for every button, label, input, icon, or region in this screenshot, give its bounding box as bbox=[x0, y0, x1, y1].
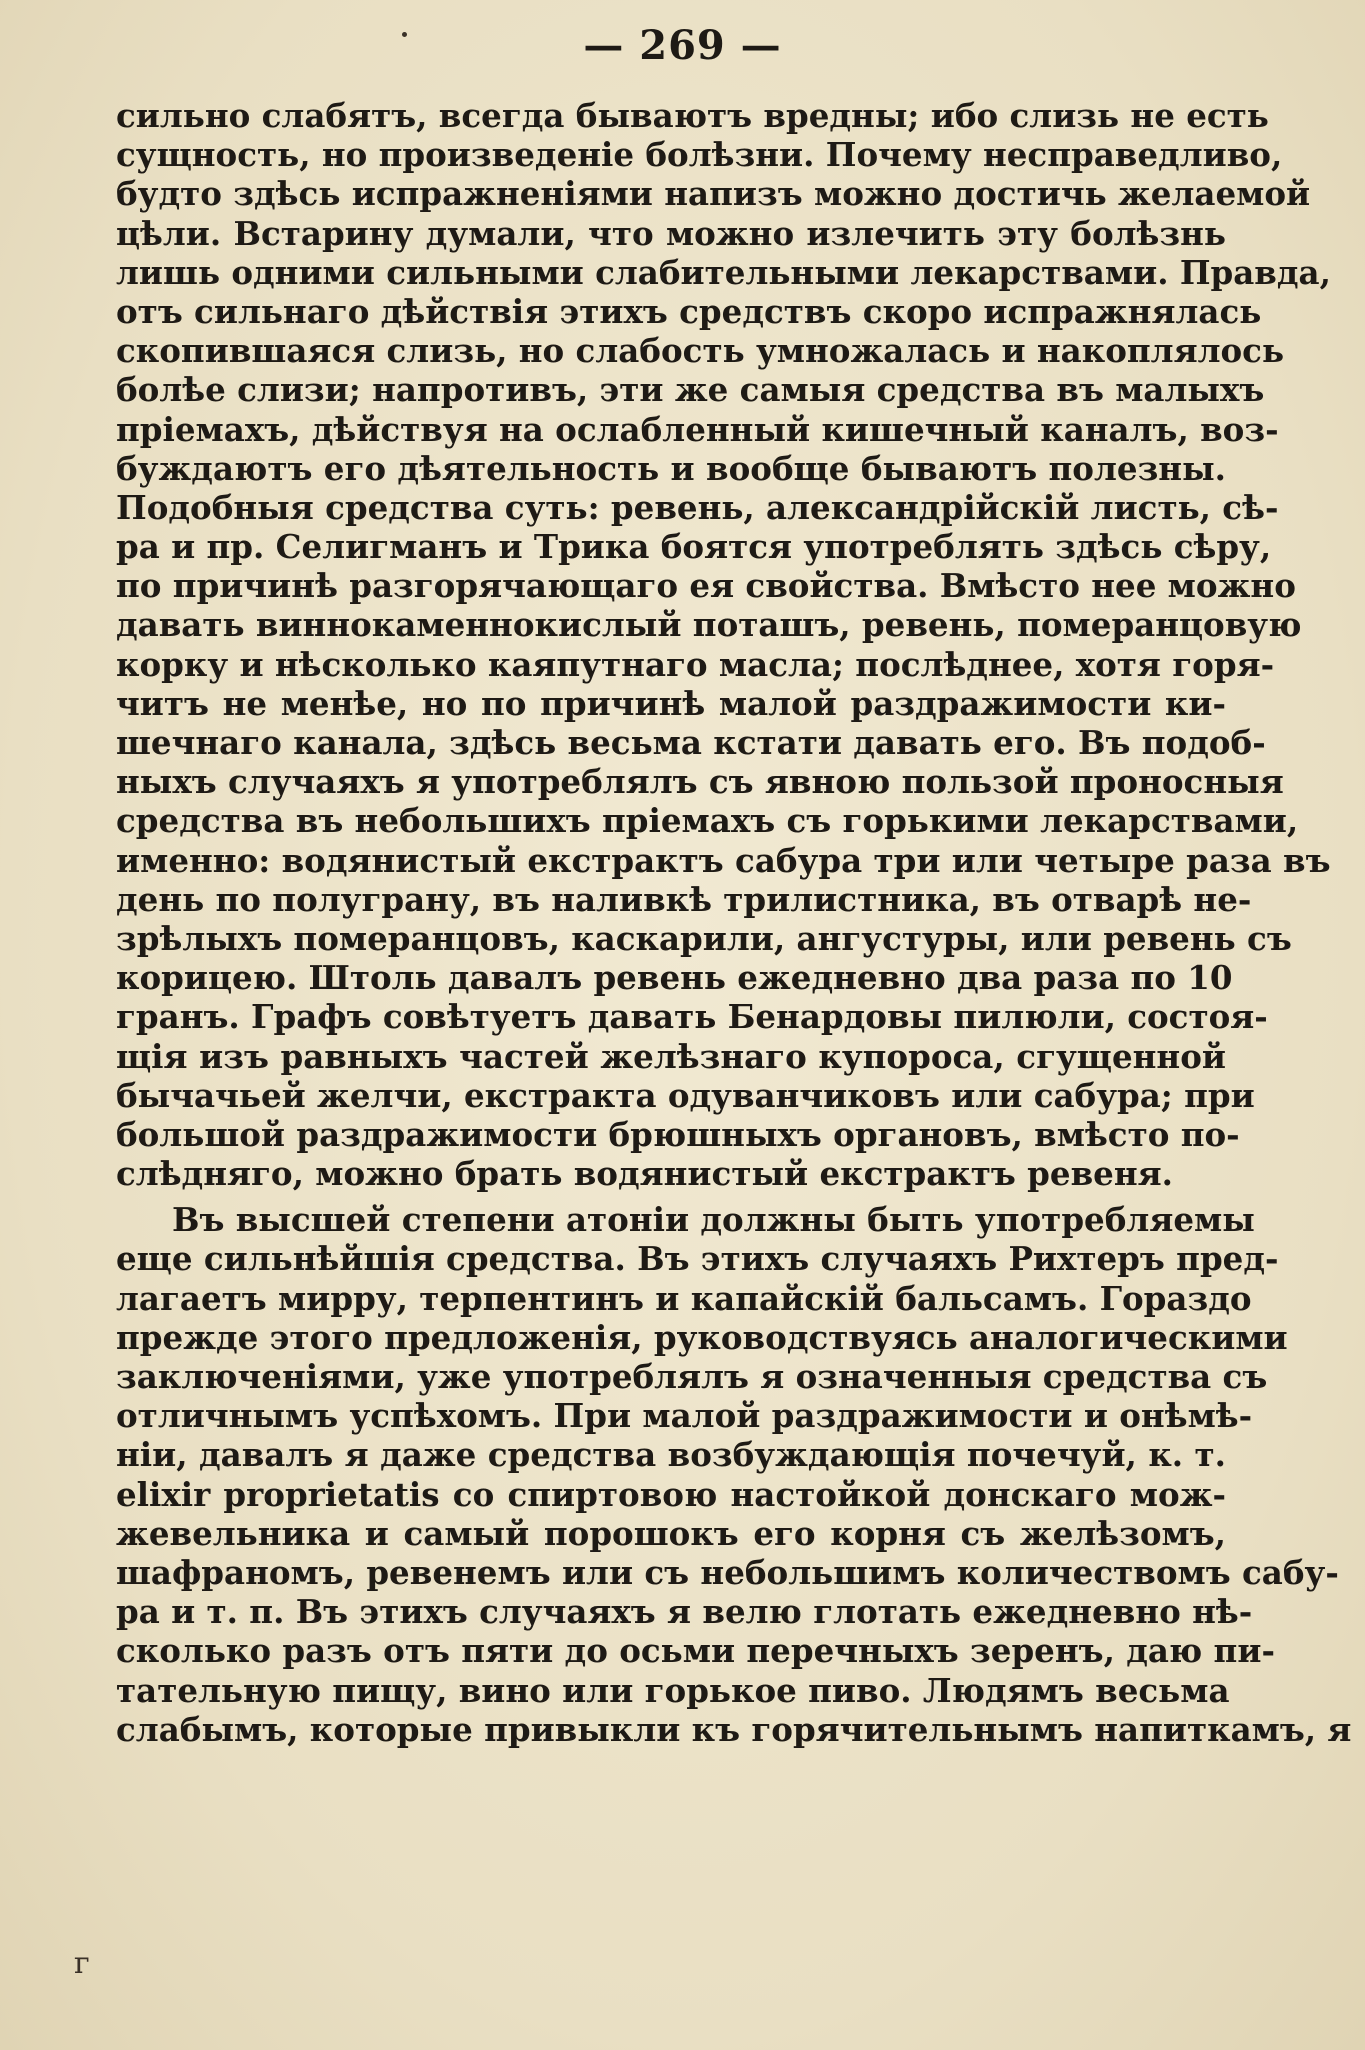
text-line: прежде этого предложенiя, руководствуясь аналогическими bbox=[116, 1317, 1288, 1357]
text-line: читъ не менѣе, но по причинѣ малой раздражимости ки- bbox=[116, 683, 1226, 723]
text-line: лагаетъ мирру, терпентинъ и капайскiй бальсамъ. Гораздо bbox=[116, 1278, 1252, 1318]
text-line: сколько разъ отъ пяти до осьми перечныхъ зеренъ, даю пи- bbox=[116, 1631, 1275, 1671]
paragraph-1 bbox=[116, 96, 1331, 1194]
paragraph-2 bbox=[116, 1200, 1352, 1749]
text-line: по причинѣ разгорячающаго ея свойства. Вмѣсто нее можно bbox=[116, 566, 1296, 606]
text-line: elixir proprietatis со спиртовою настойкой донскаго мож- bbox=[116, 1474, 1226, 1514]
text-body bbox=[116, 96, 1352, 1749]
text-line: заключенiями, уже употреблялъ я означенныя средства съ bbox=[116, 1357, 1268, 1396]
text-line: отличнымъ успѣхомъ. При малой раздражимости и онѣмѣ- bbox=[116, 1396, 1253, 1436]
text-line: слабымъ, которые привыкли къ горячительнымъ напиткамъ, я bbox=[116, 1709, 1352, 1749]
margin-mark: г bbox=[74, 1946, 90, 1981]
text-line: шафраномъ, ревенемъ или съ небольшимъ количествомъ сабу- bbox=[116, 1552, 1339, 1592]
text-line: тательную пищу, вино или горькое пиво. Людямъ весьма bbox=[116, 1670, 1230, 1710]
text-line: цѣли. Встарину думали, что можно излечить эту болѣзнь bbox=[116, 213, 1226, 253]
text-line: сущность, но произведенiе болѣзни. Почему несправедливо, bbox=[116, 135, 1283, 175]
text-line: зрѣлыхъ померанцовъ, каскарили, ангустуры, или ревень съ bbox=[116, 918, 1292, 958]
text-line: сильно слабятъ, всегда бываютъ вредны; ибо слизь не есть bbox=[116, 96, 1269, 135]
text-line: нiи, давалъ я даже средства возбуждающiя почечуй, к. т. bbox=[116, 1435, 1226, 1475]
text-line: ныхъ случаяхъ я употреблялъ съ явною пользой проносныя bbox=[116, 762, 1284, 802]
text-line: буждаютъ его дѣятельность и вообще бываютъ полезны. bbox=[116, 448, 1226, 488]
text-line: большой раздражимости брюшныхъ органовъ, вмѣсто по- bbox=[116, 1114, 1240, 1154]
text-line: отъ сильнаго дѣйствiя этихъ средствъ скоро испражнялась bbox=[116, 291, 1262, 331]
text-line: еще сильнѣйшiя средства. Въ этихъ случаяхъ Рихтеръ пред- bbox=[116, 1239, 1279, 1279]
text-line: будто здѣсь испражненiями напизъ можно достичь желаемой bbox=[116, 174, 1311, 214]
text-line: давать виннокаменнокислый поташъ, ревень, померанцовую bbox=[116, 605, 1302, 645]
text-line: болѣе слизи; напротивъ, эти же самыя средства въ малыхъ bbox=[116, 370, 1265, 410]
text-line: средства въ небольшихъ прiемахъ съ горькими лекарствами, bbox=[116, 801, 1299, 841]
page-number: — 269 — bbox=[583, 22, 782, 69]
text-line: жевельника и самый порошокъ его корня съ желѣзомъ, bbox=[116, 1513, 1226, 1553]
text-line: ра и пр. Селигманъ и Трика боятся употреблять здѣсь сѣру, bbox=[116, 527, 1272, 567]
text-line: корку и нѣсколько каяпутнаго масла; послѣднее, хотя горя- bbox=[116, 644, 1275, 684]
text-line: слѣдняго, можно брать водянистый екстрактъ ревеня. bbox=[116, 1154, 1173, 1194]
text-line: именно: водянистый екстрактъ сабура три или четыре раза въ bbox=[116, 840, 1331, 880]
text-line: Подобныя средства суть: ревень, александрiйскiй листь, сѣ- bbox=[116, 487, 1279, 527]
text-line: лишь одними сильными слабительными лекарствами. Правда, bbox=[116, 252, 1331, 292]
text-line: скопившаяся слизь, но слабость умножалась и накоплялось bbox=[116, 331, 1285, 371]
text-line: щiя изъ равныхъ частей желѣзнаго купороса, сгущенной bbox=[116, 1036, 1226, 1076]
text-line: день по полуграну, въ наливкѣ трилистника, въ отварѣ не- bbox=[116, 879, 1252, 919]
text-line: гранъ. Графъ совѣтуетъ давать Бенардовы пилюли, состоя- bbox=[116, 997, 1268, 1037]
text-line: бычачьей желчи, екстракта одуванчиковъ или сабура; при bbox=[116, 1075, 1255, 1115]
text-line: ра и т. п. Въ этихъ случаяхъ я велю глотать ежедневно нѣ- bbox=[116, 1592, 1253, 1632]
text-line: прiемахъ, дѣйствуя на ослабленный кишечный каналъ, воз- bbox=[116, 409, 1279, 449]
text-line: корицею. Штоль давалъ ревень ежедневно два раза по 10 bbox=[116, 958, 1233, 998]
text-line: шечнаго канала, здѣсь весьма кстати давать его. Въ подоб- bbox=[116, 723, 1266, 762]
text-line: Въ высшей степени атонiи должны быть употребляемы bbox=[172, 1200, 1255, 1240]
